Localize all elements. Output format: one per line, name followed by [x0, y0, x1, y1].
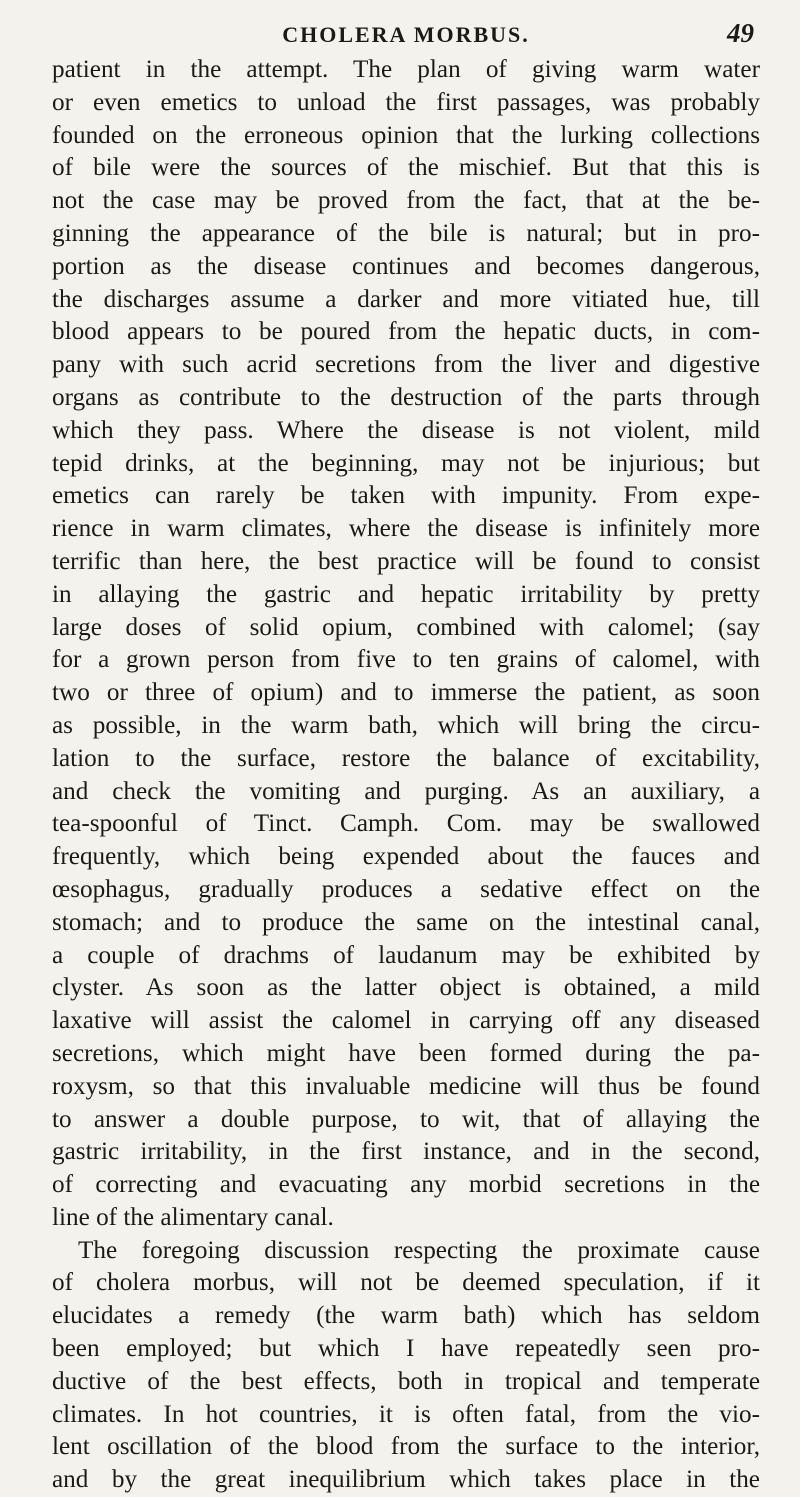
text-line: patient in the attempt. The plan of giving warm water [52, 56, 760, 83]
text-line: and check the vomiting and purging. As an auxiliary, a [52, 777, 760, 805]
text-line: stomach; and to produce the same on the intestinal canal, [52, 908, 760, 936]
text-line: climates. In hot countries, it is often fatal, from the vio- [52, 1400, 760, 1428]
text-line: organs as contribute to the destruction of the parts through [52, 383, 760, 411]
body-text [52, 54, 760, 1497]
text-line: laxative will assist the calomel in carrying off any diseased [52, 1007, 760, 1035]
text-line: lation to the surface, restore the balance of excitability, [52, 744, 760, 772]
page-header [52, 10, 760, 54]
running-head: CHOLERA MORBUS. [282, 22, 530, 47]
text-line: and by the great inequilibrium which takes place in the [52, 1466, 760, 1494]
text-line: lent oscillation of the blood from the surface to the interior, [52, 1433, 760, 1461]
page-number: 49 [727, 18, 754, 48]
text-line: large doses of solid opium, combined with calomel; (say [52, 613, 760, 641]
text-line: which they pass. Where the disease is not violent, mild [52, 416, 760, 444]
text-line: the discharges assume a darker and more vitiated hue, till [52, 285, 760, 313]
text-line: terrific than here, the best practice will be found to consist [52, 547, 760, 575]
text-line: blood appears to be poured from the hepatic ducts, in com- [52, 318, 760, 346]
text-line: pany with such acrid secretions from the liver and digestive [52, 351, 760, 379]
text-line: œsophagus, gradually produces a sedative effect on the [52, 875, 760, 903]
text-line: rience in warm climates, where the disease is infinitely more [52, 515, 760, 543]
text-line: to answer a double purpose, to wit, that of allaying the [52, 1105, 760, 1133]
text-line: founded on the erroneous opinion that the lurking collections [52, 121, 760, 149]
text-line: in allaying the gastric and hepatic irritability by pretty [52, 580, 760, 608]
text-line: ginning the appearance of the bile is natural; but in pro- [52, 219, 760, 247]
text-line: of cholera morbus, will not be deemed speculation, if it [52, 1269, 760, 1297]
text-line: of bile were the sources of the mischief. But that this is [52, 154, 760, 182]
text-line: portion as the disease continues and becomes dangerous, [52, 252, 760, 280]
text-line: ductive of the best effects, both in tropical and temperate [52, 1367, 760, 1395]
text-line: elucidates a remedy (the warm bath) which has seldom [52, 1302, 760, 1330]
text-line: The foregoing discussion respecting the proximate cause [78, 1236, 760, 1264]
text-line: clyster. As soon as the latter object is obtained, a mild [52, 974, 760, 1002]
text-line: as possible, in the warm bath, which will bring the circu- [52, 711, 760, 739]
text-line: tea-spoonful of Tinct. Camph. Com. may be swallowed [52, 810, 760, 838]
text-line: secretions, which might have been formed during the pa- [52, 1039, 760, 1067]
text-line: line of the alimentary canal. [52, 1203, 334, 1231]
text-line: been employed; but which I have repeatedly seen pro- [52, 1335, 760, 1363]
text-line: frequently, which being expended about the fauces and [52, 843, 760, 871]
text-line: tepid drinks, at the beginning, may not be injurious; but [52, 449, 760, 477]
text-line: roxysm, so that this invaluable medicine will thus be found [52, 1072, 760, 1100]
text-line: or even emetics to unload the first passages, was probably [52, 88, 760, 116]
text-line: two or three of opium) and to immerse the patient, as soon [52, 679, 760, 707]
text-line: a couple of drachms of laudanum may be exhibited by [52, 941, 760, 969]
text-line: not the case may be proved from the fact, that at the be- [52, 187, 760, 215]
text-line: of correcting and evacuating any morbid secretions in the [52, 1171, 760, 1199]
text-line: for a grown person from five to ten grains of calomel, with [52, 646, 760, 674]
text-line: emetics can rarely be taken with impunity. From expe- [52, 482, 760, 510]
text-line: gastric irritability, in the first instance, and in the second, [52, 1138, 760, 1166]
